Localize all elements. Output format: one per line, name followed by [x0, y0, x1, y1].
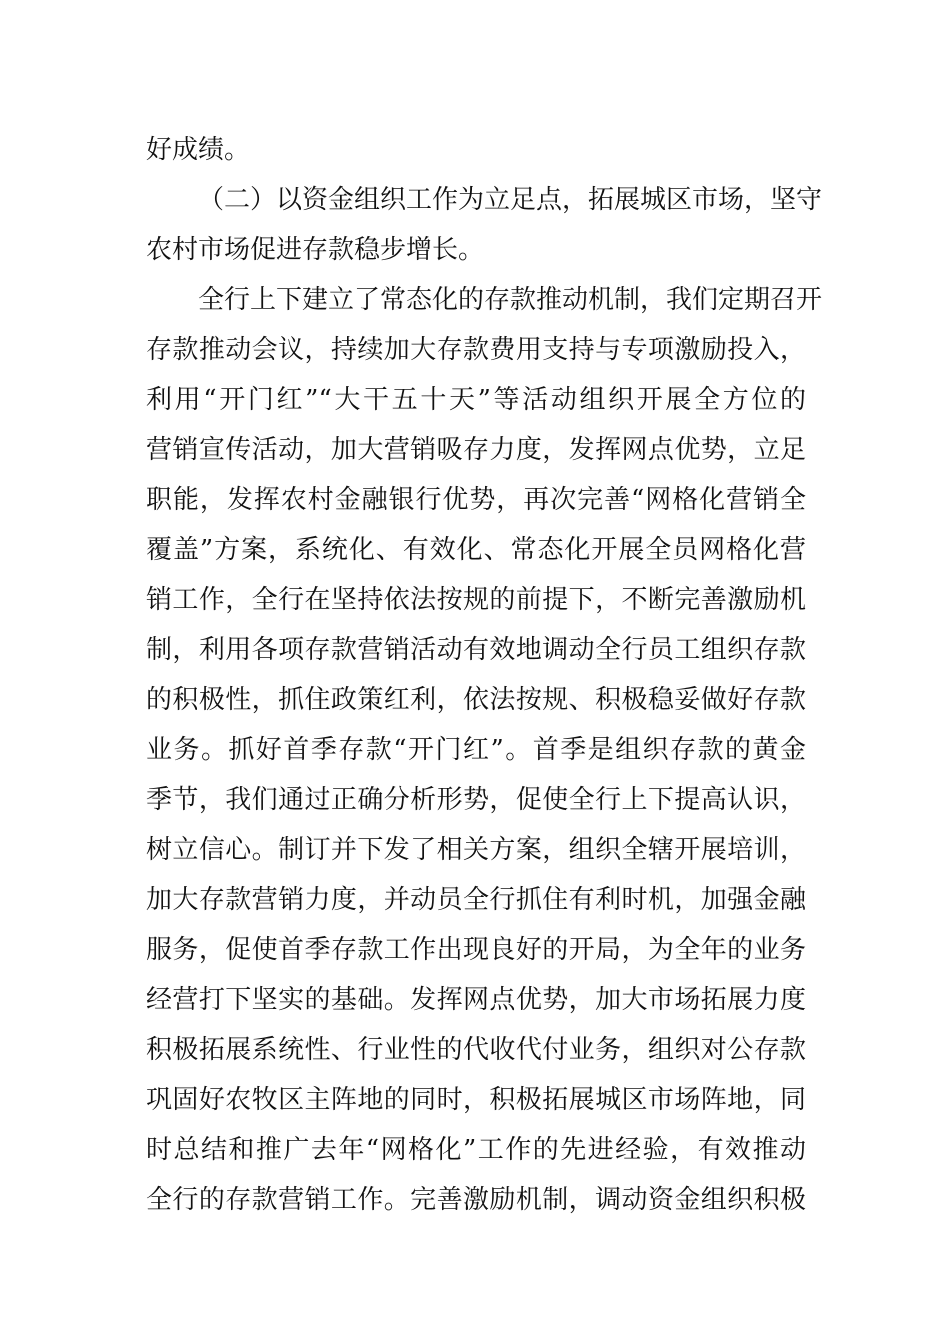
text-line: 业务。抓好首季存款“开门红”。首季是组织存款的黄金	[146, 735, 806, 765]
text-line: 的积极性，抓住政策红利，依法按规、积极稳妥做好存款	[146, 685, 806, 715]
text-line: 利用“开门红”“大干五十天”等活动组织开展全方位的	[146, 385, 806, 415]
section-heading-line: 农村市场促进存款稳步增长。	[146, 235, 485, 265]
text-line: 树立信心。制订并下发了相关方案，组织全辖开展培训，	[146, 835, 806, 865]
text-line: 营销宣传活动，加大营销吸存力度，发挥网点优势，立足	[146, 435, 806, 465]
section-heading-line: （二）以资金组织工作为立足点，拓展城区市场，坚守	[198, 185, 823, 215]
text-line: 制，利用各项存款营销活动有效地调动全行员工组织存款	[146, 635, 806, 665]
text-line: 经营打下坚实的基础。发挥网点优势，加大市场拓展力度	[146, 985, 806, 1015]
text-line: 巩固好农牧区主阵地的同时，积极拓展城区市场阵地，同	[146, 1085, 806, 1115]
text-line: 服务，促使首季存款工作出现良好的开局，为全年的业务	[146, 935, 806, 965]
text-line: 存款推动会议，持续加大存款费用支持与专项激励投入，	[146, 335, 806, 365]
text-line: 覆盖”方案，系统化、有效化、常态化开展全员网格化营	[146, 535, 806, 565]
text-line: 全行上下建立了常态化的存款推动机制，我们定期召开	[198, 285, 823, 315]
text-line: 季节，我们通过正确分析形势，促使全行上下提高认识，	[146, 785, 806, 815]
text-line: 加大存款营销力度，并动员全行抓住有利时机，加强金融	[146, 885, 806, 915]
text-line: 好成绩。	[146, 135, 251, 165]
text-line: 全行的存款营销工作。完善激励机制，调动资金组织积极	[146, 1185, 806, 1215]
text-line: 职能，发挥农村金融银行优势，再次完善“网格化营销全	[146, 485, 806, 515]
text-line: 时总结和推广去年“网格化”工作的先进经验，有效推动	[146, 1135, 806, 1165]
text-line: 积极拓展系统性、行业性的代收代付业务，组织对公存款	[146, 1035, 806, 1065]
text-line: 销工作，全行在坚持依法按规的前提下，不断完善激励机	[146, 585, 806, 615]
